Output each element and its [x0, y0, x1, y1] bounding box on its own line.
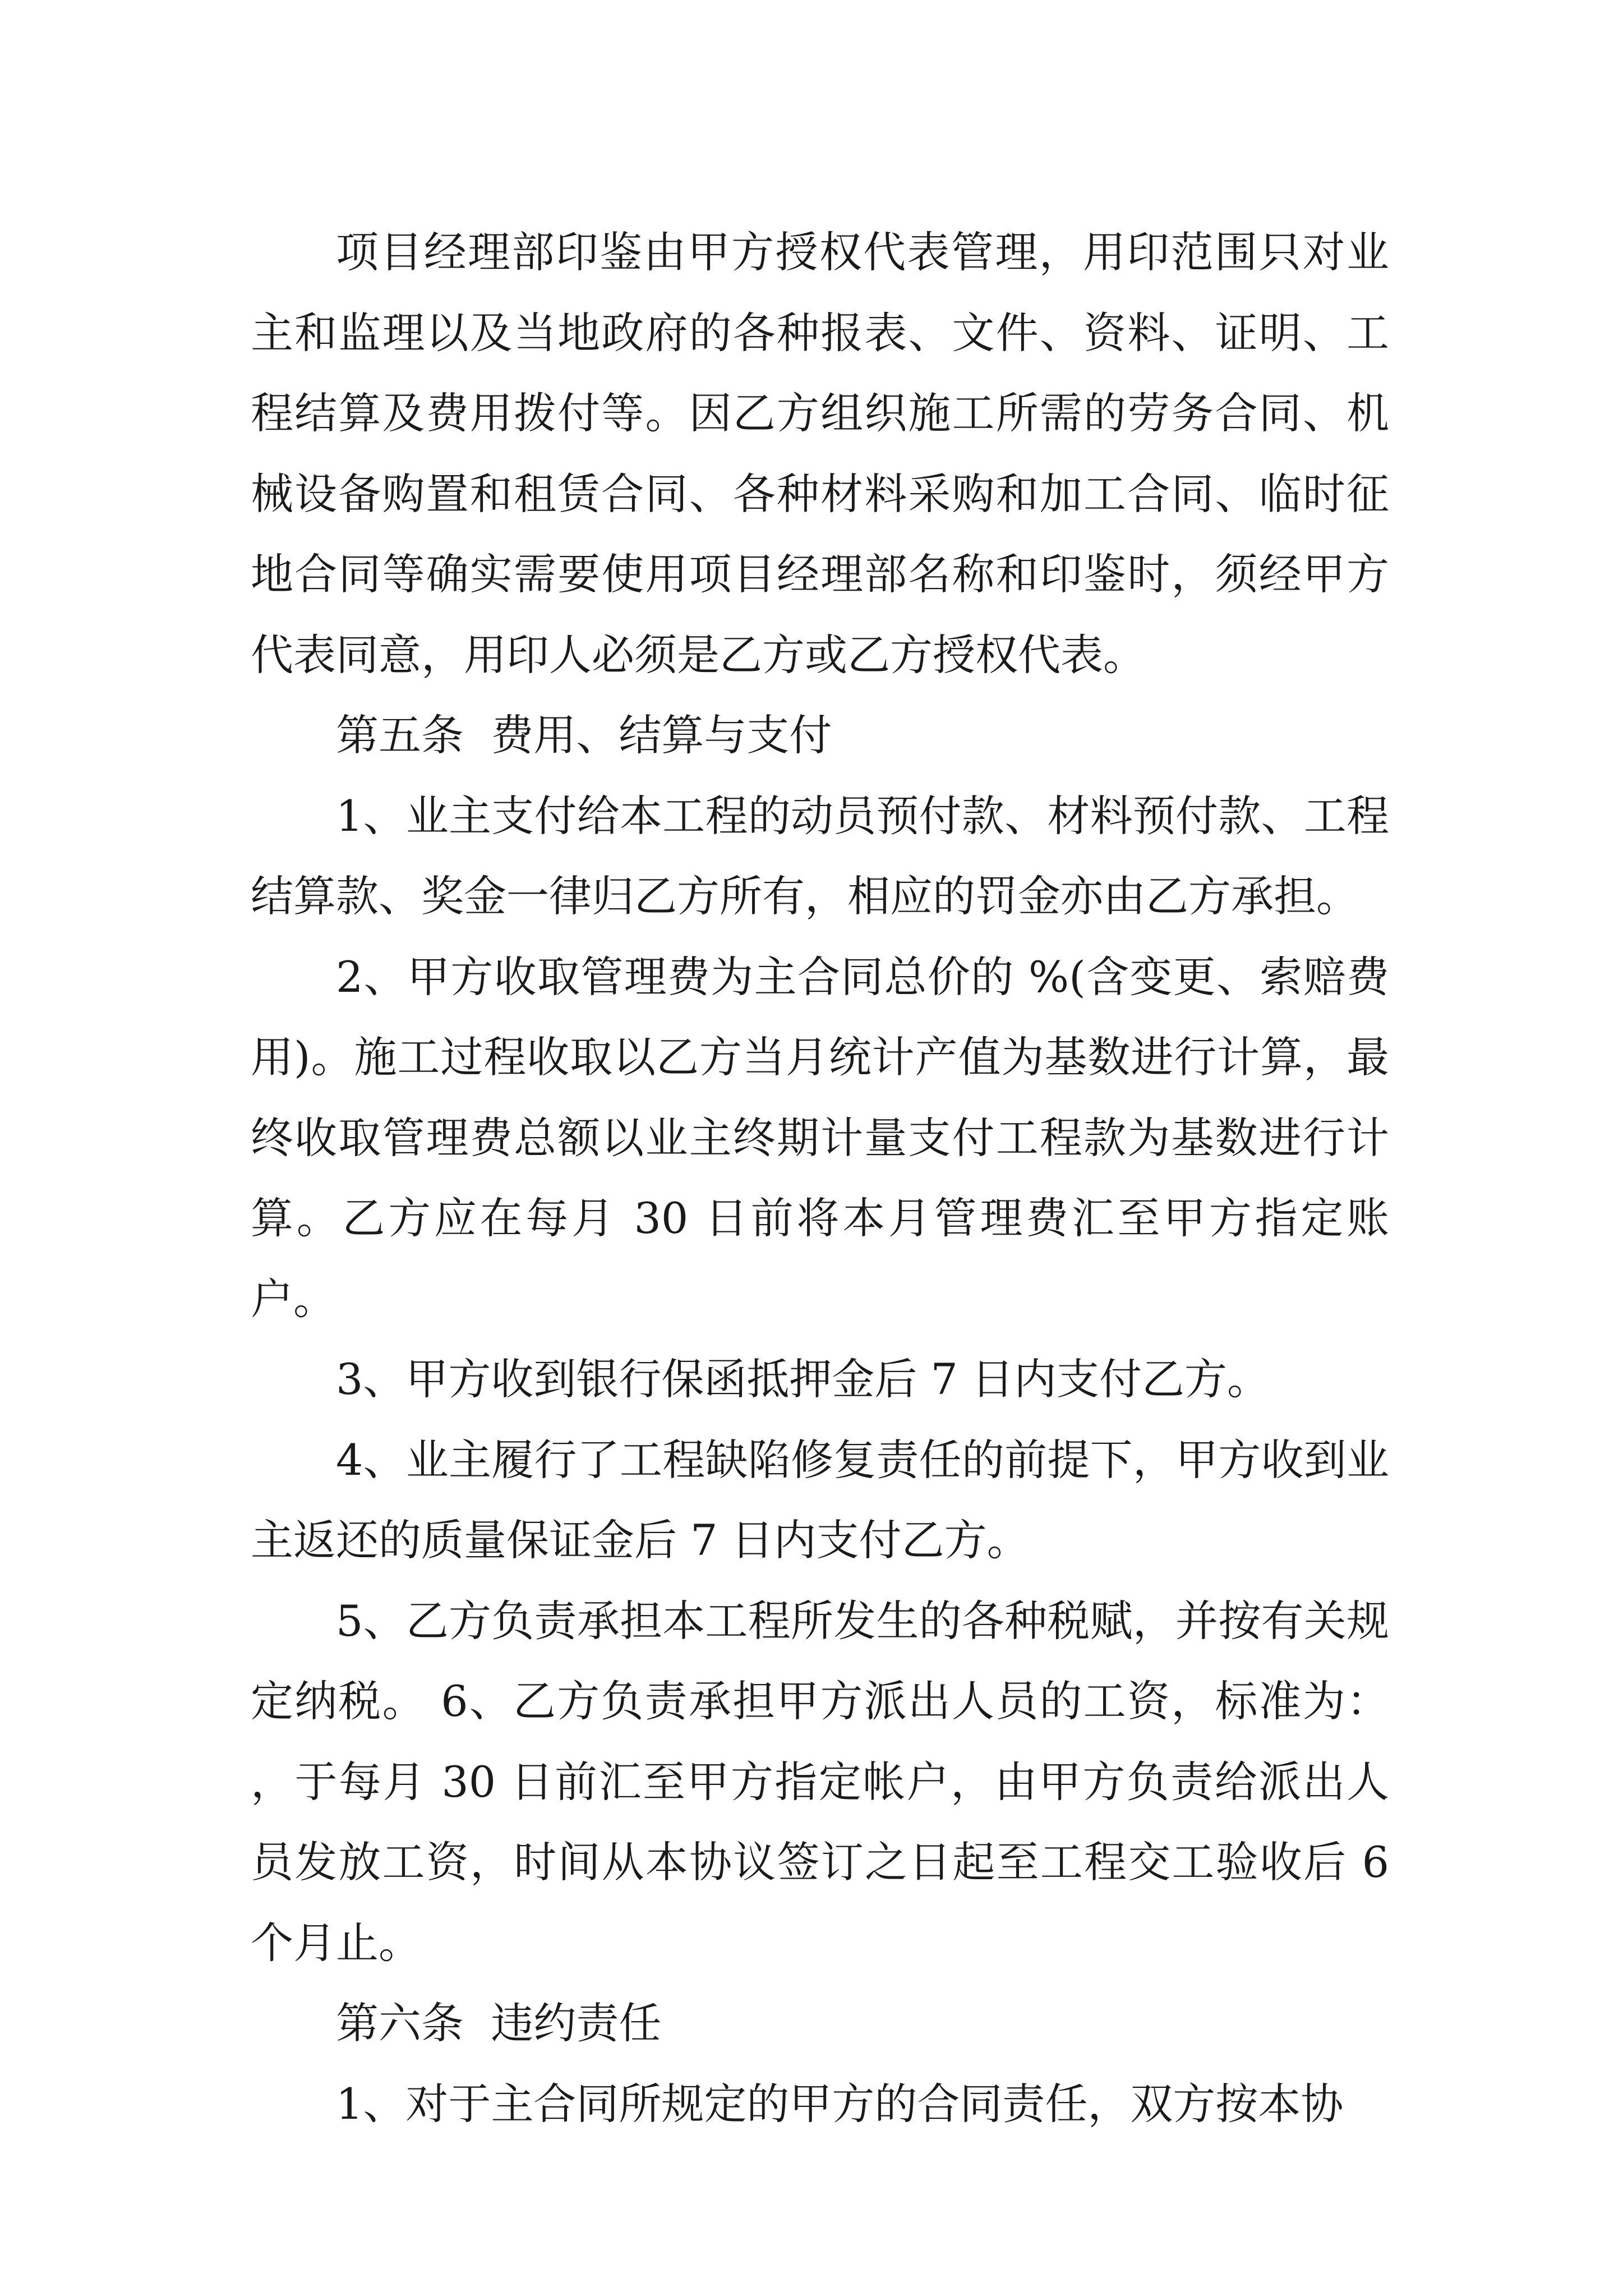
paragraph-5-4: 4、业主履行了工程缺陷修复责任的前提下，甲方收到业主返还的质量保证金后 7 日内支付乙方。: [251, 1434, 1389, 1565]
document-body: [251, 212, 1389, 2144]
article-5-heading: 第五条 费用、结算与支付: [336, 710, 832, 760]
paragraph-5-1: 1、业主支付给本工程的动员预付款、材料预付款、工程结算款、奖金一律归乙方所有，相应的罚金亦由乙方承担。: [251, 790, 1389, 921]
paragraph-seal-management: 项目经理部印鉴由甲方授权代表管理，用印范围只对业主和监理以及当地政府的各种报表、文件、资料、证明、工程结算及费用拨付等。因乙方组织施工所需的劳务合同、机械设备购置和租赁合同、各种材料采购和加工合同、临时征地合同等确实需要使用项目经理部名称和印鉴时，须经甲方代表同意，用印人必须是乙方或乙方授权代表。: [251, 227, 1389, 680]
paragraph-5-5-6: 5、乙方负责承担本工程所发生的各种税赋，并按有关规定纳税。 6、乙方负责承担甲方派出人员的工资，标准为： ，于每月 30 日前汇至甲方指定帐户，由甲方负责给派出人员发放工资，时间从本协议签订之日起至工程交工验收后 6 个月止。: [251, 1595, 1389, 1968]
article-6-heading: 第六条 违约责任: [336, 1998, 662, 2048]
paragraph-5-2: 2、甲方收取管理费为主合同总价的 %(含变更、索赔费用)。施工过程收取以乙方当月统计产值为基数进行计算，最终收取管理费总额以业主终期计量支付工程款为基数进行计算。乙方应在每月 30 日前将本月管理费汇至甲方指定账户。: [251, 951, 1389, 1324]
paragraph-6-1: 1、对于主合同所规定的甲方的合同责任，双方按本协: [336, 2078, 1344, 2129]
paragraph-5-3: 3、甲方收到银行保函抵押金后 7 日内支付乙方。: [336, 1354, 1270, 1404]
